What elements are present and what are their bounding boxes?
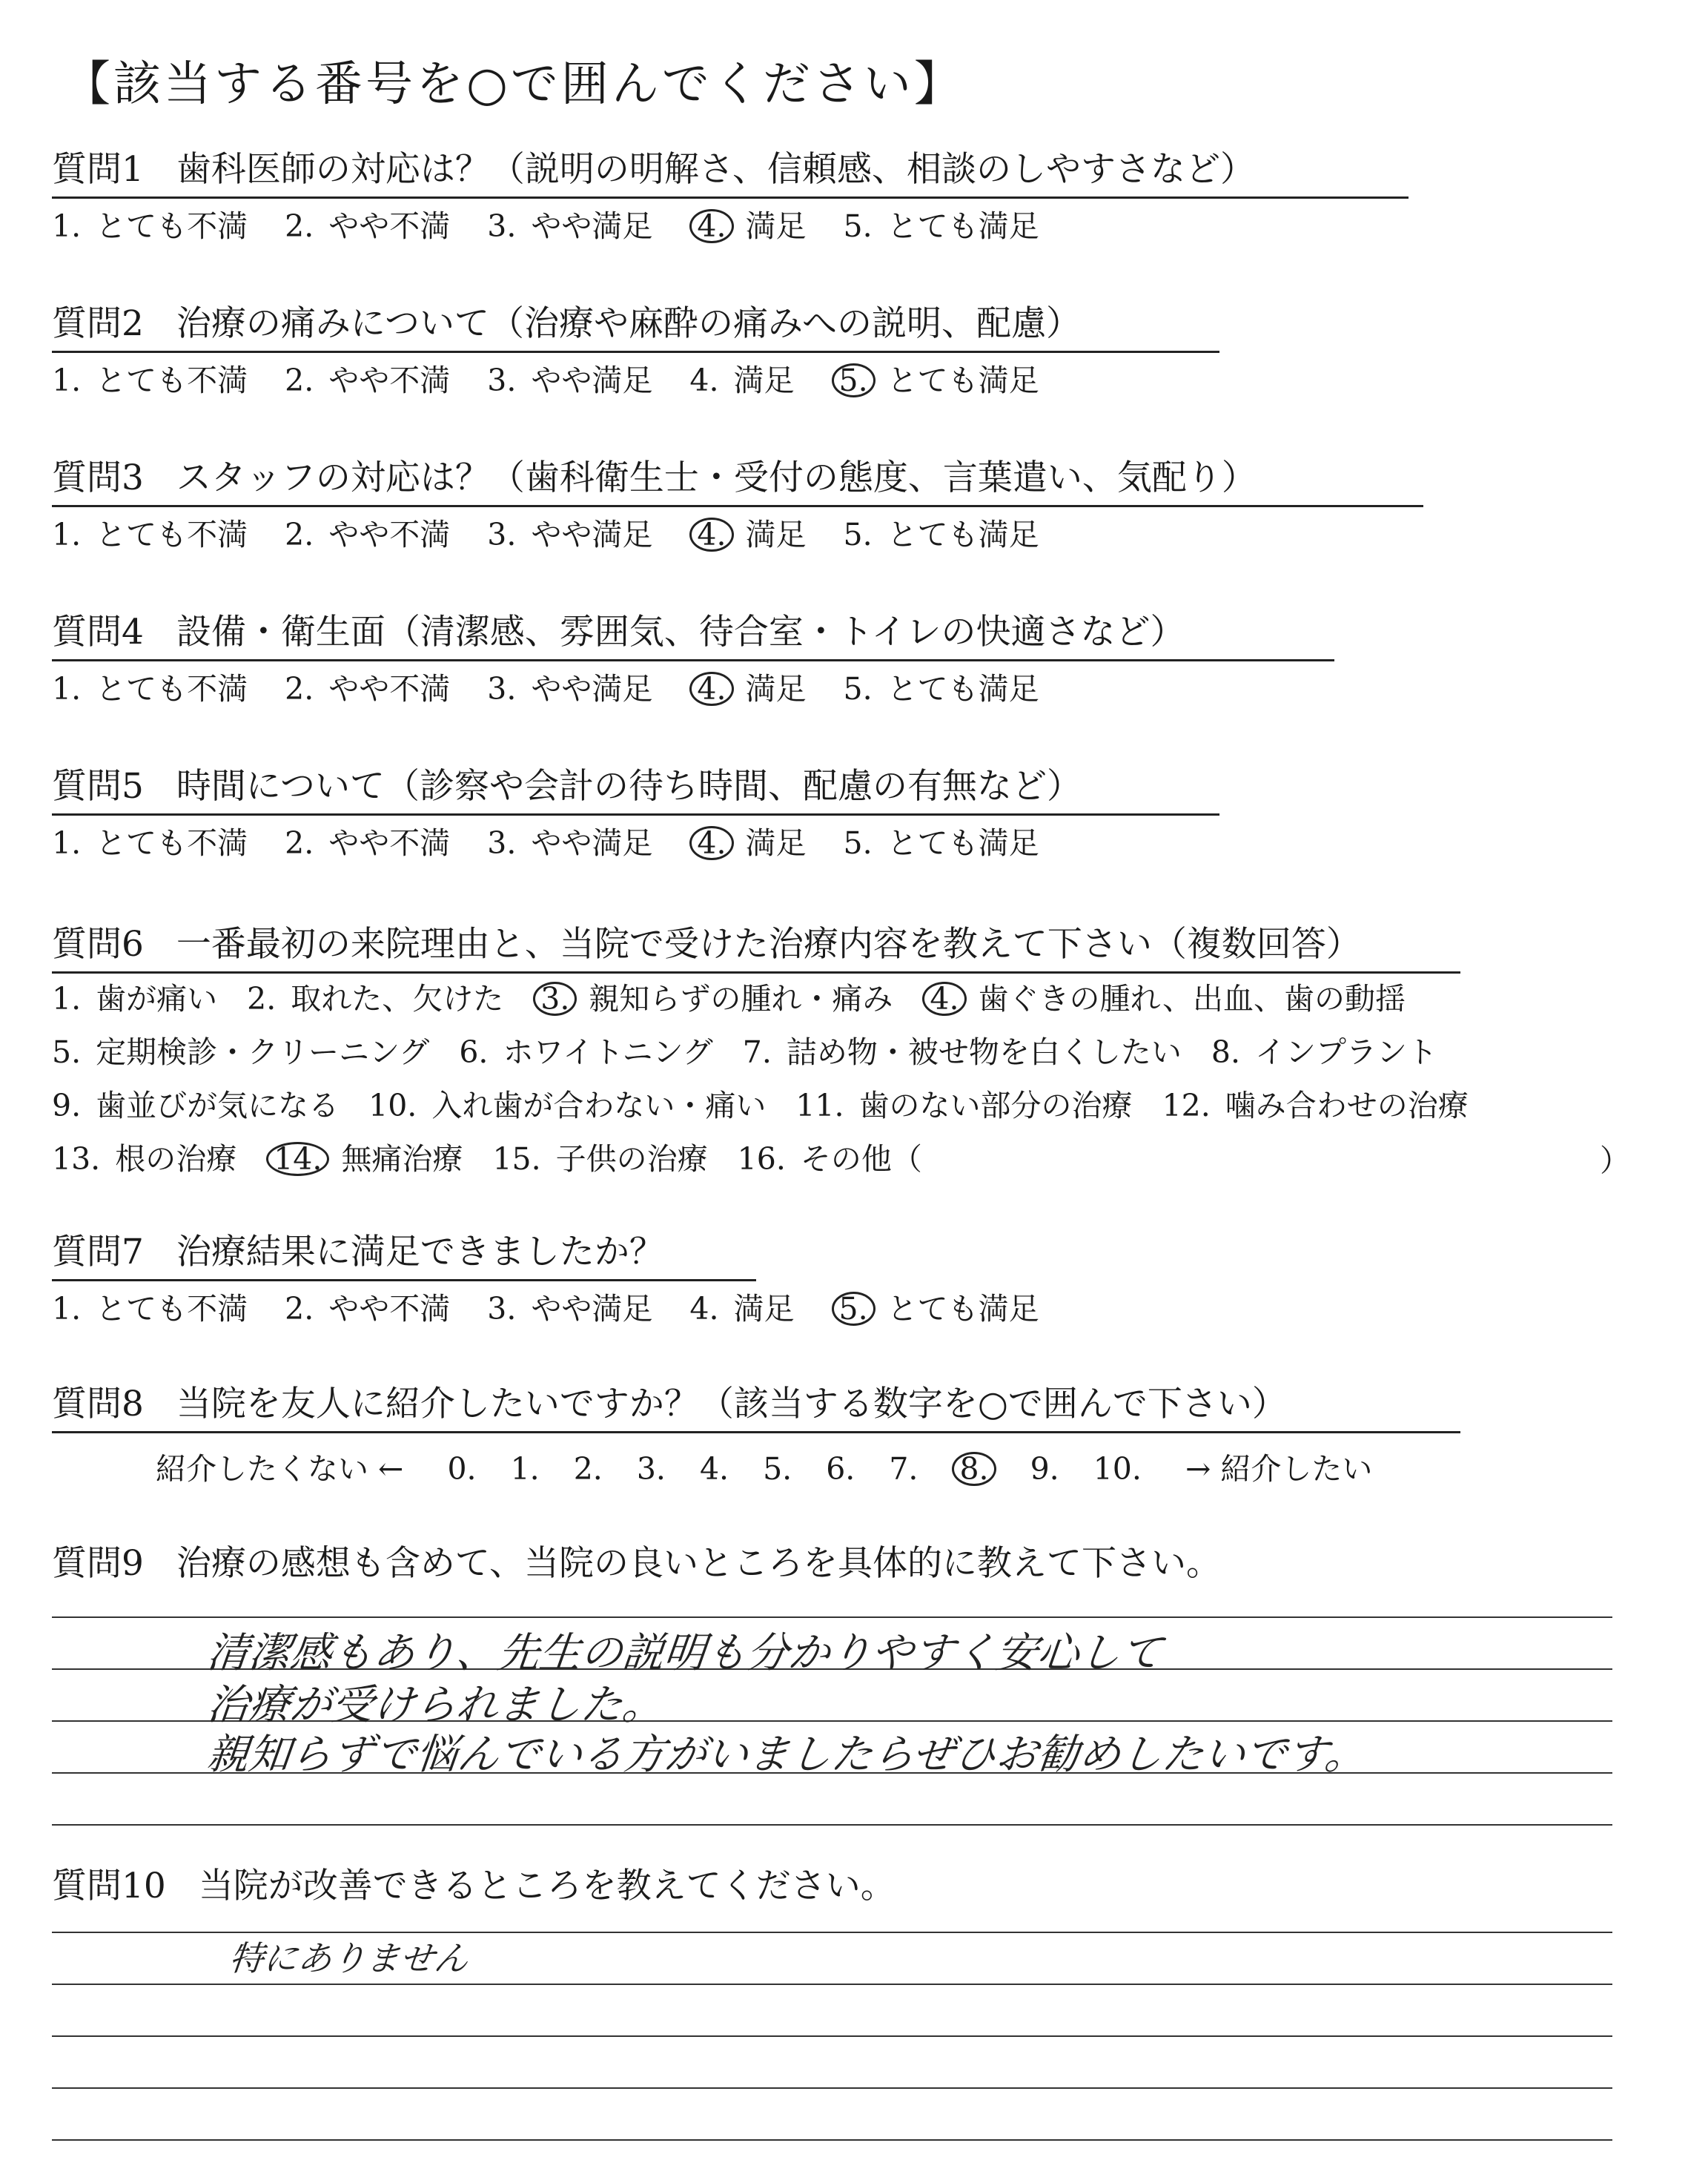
q6-option-7[interactable] bbox=[743, 1034, 1182, 1071]
q4-option-3[interactable] bbox=[487, 670, 652, 707]
q2-option-label: 満足 bbox=[733, 363, 795, 398]
q6-option-4[interactable] bbox=[922, 980, 1406, 1017]
q8-scale-2[interactable]: 2. bbox=[573, 1451, 603, 1487]
q2-option-number: 5. bbox=[832, 363, 875, 397]
q3-option-label: やや不満 bbox=[328, 517, 451, 552]
q8-scale-3[interactable]: 3. bbox=[636, 1451, 666, 1487]
q7-underline bbox=[52, 1279, 756, 1281]
q3-option-label: とても満足 bbox=[887, 517, 1039, 552]
q7-option-label: やや満足 bbox=[531, 1291, 653, 1327]
q6-underline bbox=[52, 971, 1460, 974]
q2-option-number: 4. bbox=[689, 363, 719, 398]
q7-option-4[interactable] bbox=[689, 1290, 794, 1327]
q6-row-2 bbox=[52, 1034, 1467, 1071]
q8-scale-7[interactable]: 7. bbox=[889, 1451, 918, 1487]
q6-option-label: 取れた、欠けた bbox=[291, 981, 504, 1017]
q7-title bbox=[52, 1231, 664, 1274]
q8-scale-8[interactable]: 8. bbox=[952, 1452, 996, 1486]
q6-text: 一番最初の来院理由と、当院で受けた治療内容を教えて下さい（複数回答） bbox=[176, 924, 1361, 965]
q6-option-number: 11. bbox=[795, 1088, 844, 1123]
q8-scale-10[interactable]: 10. bbox=[1093, 1451, 1142, 1487]
q3-option-5[interactable] bbox=[844, 516, 1039, 553]
q4-option-number: 1. bbox=[52, 671, 82, 707]
q4-option-number: 2. bbox=[285, 671, 314, 707]
q4-underline bbox=[52, 659, 1334, 661]
q4-option-number: 4. bbox=[689, 672, 733, 706]
q6-option-number: 4. bbox=[922, 982, 966, 1016]
q7-text: 治療結果に満足できましたか？ bbox=[176, 1232, 664, 1272]
q5-text: 時間について（診察や会計の待ち時間、配慮の有無など） bbox=[176, 766, 1082, 807]
q7-option-1[interactable] bbox=[52, 1290, 248, 1327]
q4-option-number: 5. bbox=[843, 671, 873, 707]
q6-option-number: 12. bbox=[1162, 1088, 1211, 1123]
q3-underline bbox=[52, 505, 1423, 507]
q6-option-label: 無痛治療 bbox=[341, 1141, 463, 1177]
q6-option-14[interactable] bbox=[266, 1140, 463, 1178]
q7-option-number: 1. bbox=[52, 1291, 82, 1327]
q7-option-number: 3. bbox=[487, 1291, 517, 1327]
q3-option-2[interactable] bbox=[285, 516, 450, 553]
q6-title bbox=[52, 923, 1361, 966]
q2-option-2[interactable] bbox=[285, 362, 450, 399]
q6-option-number: 13. bbox=[52, 1141, 101, 1177]
q3-option-4[interactable] bbox=[689, 516, 806, 553]
q4-option-label: とても不満 bbox=[96, 671, 248, 707]
q6-option-12[interactable] bbox=[1162, 1087, 1469, 1124]
q8-left-label: 紹介したくない ← bbox=[156, 1451, 404, 1487]
q3-options bbox=[52, 516, 1076, 553]
q5-option-number: 2. bbox=[285, 825, 314, 861]
q6-row-3 bbox=[52, 1087, 1498, 1124]
q8-scale-4[interactable]: 4. bbox=[699, 1451, 729, 1487]
q5-option-label: やや満足 bbox=[531, 825, 653, 861]
q4-option-2[interactable] bbox=[285, 670, 450, 707]
q6-option-number: 10. bbox=[368, 1088, 417, 1123]
q6-option-3[interactable] bbox=[533, 980, 893, 1017]
q6-option-6[interactable] bbox=[459, 1034, 712, 1071]
q6-option-16[interactable] bbox=[738, 1140, 922, 1178]
q8-scale-0[interactable]: 0. bbox=[447, 1451, 477, 1487]
q10-line-2 bbox=[52, 1984, 1612, 1985]
q2-option-label: やや不満 bbox=[328, 363, 451, 398]
q8-scale bbox=[156, 1444, 1406, 1488]
q6-option-label: 歯並びが気になる bbox=[96, 1088, 340, 1123]
q2-option-4[interactable] bbox=[689, 362, 794, 399]
q8-title bbox=[52, 1383, 1287, 1426]
q3-option-number: 3. bbox=[487, 517, 517, 552]
q6-option-number: 9. bbox=[52, 1088, 82, 1123]
q7-option-number: 5. bbox=[832, 1292, 875, 1326]
q3-option-1[interactable] bbox=[52, 516, 248, 553]
q3-option-label: とても不満 bbox=[96, 517, 248, 552]
q1-option-label: やや不満 bbox=[328, 208, 451, 244]
q2-option-number: 1. bbox=[52, 363, 82, 398]
q6-option-label: 詰め物・被せ物を白くしたい bbox=[786, 1034, 1182, 1070]
q5-option-label: やや不満 bbox=[328, 825, 451, 861]
q7-option-number: 4. bbox=[689, 1291, 719, 1327]
q4-option-5[interactable] bbox=[844, 670, 1039, 707]
q4-option-label: 満足 bbox=[745, 671, 807, 707]
q8-scale-numbers bbox=[447, 1451, 1175, 1487]
q6-option-label: 歯が痛い bbox=[96, 981, 218, 1017]
q10-label: 質問10 bbox=[52, 1866, 166, 1906]
q5-option-number: 3. bbox=[487, 825, 517, 861]
q1-option-number: 3. bbox=[487, 208, 517, 244]
q2-option-number: 2. bbox=[285, 363, 314, 398]
q10-title bbox=[52, 1865, 896, 1908]
q2-option-3[interactable] bbox=[487, 362, 652, 399]
q4-option-number: 3. bbox=[487, 671, 517, 707]
q6-option-label: 定期検診・クリーニング bbox=[96, 1034, 430, 1070]
q1-option-label: やや満足 bbox=[531, 208, 653, 244]
q2-text: 治療の痛みについて（治療や麻酔の痛みへの説明、配慮） bbox=[176, 303, 1082, 344]
q1-option-number: 1. bbox=[52, 208, 82, 244]
q4-option-label: やや不満 bbox=[328, 671, 451, 707]
q7-label: 質問7 bbox=[52, 1232, 144, 1272]
q6-option-number: 1. bbox=[52, 981, 82, 1017]
q7-option-label: やや不満 bbox=[328, 1291, 451, 1327]
q1-option-4[interactable] bbox=[689, 208, 806, 245]
q6-option-8[interactable] bbox=[1211, 1034, 1437, 1071]
q10-text: 当院が改善できるところを教えてください。 bbox=[198, 1866, 896, 1906]
q5-option-4[interactable] bbox=[689, 825, 806, 862]
q9-label: 質問9 bbox=[52, 1543, 144, 1584]
q1-option-number: 4. bbox=[689, 209, 733, 243]
q10-line-4 bbox=[52, 2087, 1612, 2089]
q4-option-label: とても満足 bbox=[887, 671, 1039, 707]
q8-scale-6[interactable]: 6. bbox=[826, 1451, 855, 1487]
q6-close-paren: ） bbox=[1600, 1143, 1630, 1178]
q8-scale-5[interactable]: 5. bbox=[763, 1451, 792, 1487]
q6-option-5[interactable] bbox=[52, 1034, 429, 1071]
q10-answer: 特にありません bbox=[227, 1938, 471, 1978]
q6-option-label: 根の治療 bbox=[115, 1141, 237, 1177]
q4-option-1[interactable] bbox=[52, 670, 248, 707]
q7-option-label: とても不満 bbox=[96, 1291, 248, 1327]
q9-answer-line-2: 治療が受けられました。 bbox=[205, 1681, 666, 1729]
q6-option-number: 3. bbox=[533, 982, 577, 1016]
q6-row-4 bbox=[52, 1140, 952, 1178]
q1-option-label: とても満足 bbox=[887, 208, 1039, 244]
q5-option-label: 満足 bbox=[745, 825, 807, 861]
q4-options bbox=[52, 670, 1076, 707]
q6-option-9[interactable] bbox=[52, 1087, 339, 1124]
q8-label: 質問8 bbox=[52, 1384, 144, 1424]
q7-option-5[interactable] bbox=[832, 1290, 1039, 1327]
q2-underline bbox=[52, 351, 1219, 353]
q4-option-4[interactable] bbox=[689, 670, 806, 707]
q2-option-5[interactable] bbox=[832, 362, 1039, 399]
q3-option-label: 満足 bbox=[745, 517, 807, 552]
q6-option-number: 6. bbox=[459, 1034, 489, 1070]
q6-option-15[interactable] bbox=[492, 1140, 707, 1178]
q1-title bbox=[52, 148, 1255, 191]
q7-option-2[interactable] bbox=[285, 1290, 450, 1327]
q1-option-1[interactable] bbox=[52, 208, 248, 245]
q1-text: 歯科医師の対応は？（説明の明解さ、信頼感、相談のしやすさなど） bbox=[176, 149, 1256, 190]
q3-option-label: やや満足 bbox=[531, 517, 653, 552]
q2-option-label: とても満足 bbox=[887, 363, 1039, 398]
q5-option-2[interactable] bbox=[285, 825, 450, 862]
q5-option-3[interactable] bbox=[487, 825, 652, 862]
q6-option-number: 8. bbox=[1211, 1034, 1240, 1070]
q5-option-number: 5. bbox=[843, 825, 873, 861]
q9-answer-line-1: 清潔感もあり、先生の説明も分かりやすく安心して bbox=[205, 1629, 1165, 1677]
q4-label: 質問4 bbox=[52, 612, 144, 653]
q3-text: スタッフの対応は？（歯科衛生士・受付の態度、言葉遣い、気配り） bbox=[176, 458, 1257, 498]
q6-option-label: 歯のない部分の治療 bbox=[858, 1088, 1133, 1123]
q7-option-label: とても満足 bbox=[887, 1291, 1039, 1327]
q3-option-number: 5. bbox=[843, 517, 873, 552]
q6-option-number: 15. bbox=[492, 1141, 541, 1177]
q2-option-number: 3. bbox=[487, 363, 517, 398]
q6-option-number: 7. bbox=[742, 1034, 772, 1070]
q2-option-label: やや満足 bbox=[531, 363, 653, 398]
q1-option-number: 2. bbox=[285, 208, 314, 244]
q6-option-number: 2. bbox=[247, 981, 277, 1017]
q6-option-label: その他（ bbox=[800, 1141, 922, 1177]
q1-label: 質問1 bbox=[52, 149, 144, 190]
q3-label: 質問3 bbox=[52, 458, 144, 498]
q9-answer-line-3: 親知らずで悩んでいる方がいましたらぜひお勧めしたいです。 bbox=[205, 1731, 1369, 1779]
q7-option-label: 満足 bbox=[733, 1291, 795, 1327]
q3-title bbox=[52, 457, 1257, 500]
q6-option-10[interactable] bbox=[368, 1087, 766, 1124]
q6-option-number: 5. bbox=[52, 1034, 82, 1070]
q6-row-1 bbox=[52, 980, 1435, 1017]
q5-option-1[interactable] bbox=[52, 825, 248, 862]
q5-options bbox=[52, 825, 1076, 862]
q4-text: 設備・衛生面（清潔感、雰囲気、待合室・トイレの快適さなど） bbox=[176, 612, 1185, 653]
q3-option-number: 4. bbox=[689, 518, 733, 552]
q10-line-5 bbox=[52, 2139, 1612, 2141]
q8-scale-9[interactable]: 9. bbox=[1030, 1451, 1059, 1487]
q4-option-label: やや満足 bbox=[531, 671, 653, 707]
q2-label: 質問2 bbox=[52, 303, 144, 344]
q1-option-label: 満足 bbox=[745, 208, 807, 244]
q6-option-label: ホワイトニング bbox=[503, 1034, 713, 1070]
q1-option-3[interactable] bbox=[487, 208, 652, 245]
q7-option-3[interactable] bbox=[487, 1290, 652, 1327]
q1-options bbox=[52, 208, 1076, 245]
q6-option-2[interactable] bbox=[247, 980, 503, 1017]
q10-line-3 bbox=[52, 2035, 1612, 2037]
q1-underline bbox=[52, 196, 1409, 199]
q2-option-1[interactable] bbox=[52, 362, 248, 399]
q6-option-11[interactable] bbox=[795, 1087, 1132, 1124]
q6-option-label: 入れ歯が合わない・痛い bbox=[431, 1088, 767, 1123]
q6-label: 質問6 bbox=[52, 924, 144, 965]
q6-option-label: インプラント bbox=[1255, 1034, 1437, 1070]
q2-option-label: とても不満 bbox=[96, 363, 248, 398]
q5-label: 質問5 bbox=[52, 766, 144, 807]
q8-text: 当院を友人に紹介したいですか？（該当する数字を○で囲んで下さい） bbox=[176, 1384, 1287, 1424]
q5-option-number: 4. bbox=[689, 826, 733, 860]
q1-option-label: とても不満 bbox=[96, 208, 248, 244]
q5-option-number: 1. bbox=[52, 825, 82, 861]
q6-option-label: 歯ぐきの腫れ、出血、歯の動揺 bbox=[978, 981, 1406, 1017]
q1-option-number: 5. bbox=[843, 208, 873, 244]
q6-option-label: 噛み合わせの治療 bbox=[1225, 1088, 1469, 1123]
q3-option-number: 1. bbox=[52, 517, 82, 552]
q1-option-5[interactable] bbox=[844, 208, 1039, 245]
q2-options bbox=[52, 362, 1076, 399]
q6-option-label: 親知らずの腫れ・痛み bbox=[589, 981, 893, 1017]
q5-option-5[interactable] bbox=[844, 825, 1039, 862]
q6-option-label: 子供の治療 bbox=[555, 1141, 708, 1177]
q9-line-5 bbox=[52, 1824, 1612, 1826]
q3-option-number: 2. bbox=[285, 517, 314, 552]
q7-option-number: 2. bbox=[285, 1291, 314, 1327]
q9-text: 治療の感想も含めて、当院の良いところを具体的に教えて下さい。 bbox=[176, 1543, 1221, 1584]
q6-option-number: 16. bbox=[737, 1141, 786, 1177]
page-header: 【該当する番号を○で囲んでください】 bbox=[63, 57, 964, 112]
q9-title bbox=[52, 1542, 1221, 1585]
q9-line-1 bbox=[52, 1616, 1612, 1618]
q7-options bbox=[52, 1290, 1076, 1327]
q8-underline bbox=[52, 1431, 1460, 1433]
q8-right-label: → 紹介したい bbox=[1185, 1451, 1373, 1487]
q3-option-3[interactable] bbox=[487, 516, 652, 553]
q6-option-1[interactable] bbox=[52, 980, 217, 1017]
q5-underline bbox=[52, 813, 1219, 816]
q6-option-13[interactable] bbox=[52, 1140, 236, 1178]
q2-title bbox=[52, 303, 1081, 346]
q6-option-number: 14. bbox=[266, 1142, 329, 1176]
q5-title bbox=[52, 765, 1082, 808]
q1-option-2[interactable] bbox=[285, 208, 450, 245]
q8-scale-1[interactable]: 1. bbox=[510, 1451, 540, 1487]
q5-option-label: とても不満 bbox=[96, 825, 248, 861]
q5-option-label: とても満足 bbox=[887, 825, 1039, 861]
q4-title bbox=[52, 611, 1185, 654]
